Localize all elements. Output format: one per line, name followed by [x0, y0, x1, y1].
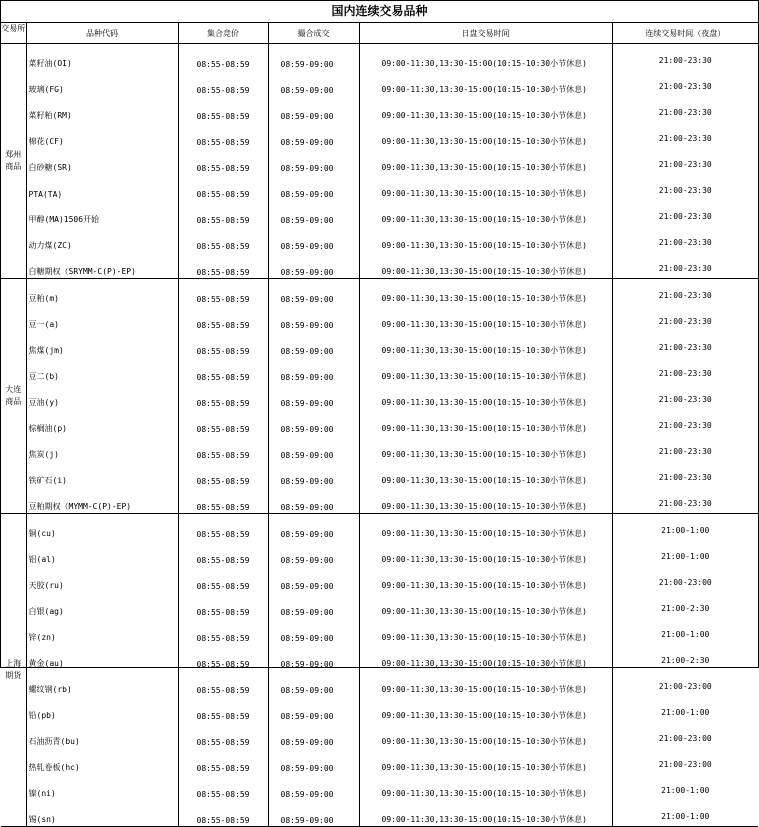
matching-cell: 08:59-09:00 — [268, 461, 359, 487]
night-session-cell: 21:00-1:00 — [661, 785, 710, 795]
day-session-cell: 09:00-11:30,13:30-15:00(10:15-10:30小节休息) — [359, 670, 612, 696]
exchange-cell: 上海期货 — [1, 514, 26, 827]
matching-cell: 08:59-09:00 — [268, 722, 359, 748]
product-cell: 豆一(a) — [26, 305, 178, 331]
call-auction-cell: 08:55-08:59 — [178, 461, 268, 487]
product-cell: 焦煤(jm) — [26, 331, 178, 357]
product-cell: 铁矿石(i) — [26, 461, 178, 487]
product-cell: 白银(ag) — [26, 592, 178, 618]
table-row — [1, 409, 758, 435]
product-cell: 黄金(au) — [26, 644, 178, 670]
night-session-cell: 21:00-23:30 — [658, 290, 712, 300]
call-auction-cell: 08:55-08:59 — [178, 252, 268, 279]
day-session-cell: 09:00-11:30,13:30-15:00(10:15-10:30小节休息) — [359, 540, 612, 566]
product-cell: 棕榈油(p) — [26, 409, 178, 435]
matching-cell: 08:59-09:00 — [268, 644, 359, 670]
table-row — [1, 566, 758, 592]
matching-cell: 08:59-09:00 — [268, 148, 359, 174]
night-session-cell: 21:00-23:30 — [658, 133, 712, 143]
call-auction-cell: 08:55-08:59 — [178, 96, 268, 122]
product-cell: 甲醇(MA)1506开始 — [26, 200, 178, 226]
table-row — [1, 618, 758, 644]
table-row — [1, 331, 758, 357]
day-session-cell: 09:00-11:30,13:30-15:00(10:15-10:30小节休息) — [359, 305, 612, 331]
product-cell: 螺纹钢(rb) — [26, 670, 178, 696]
night-session-cell: 21:00-23:30 — [658, 368, 712, 378]
call-auction-cell: 08:55-08:59 — [178, 200, 268, 226]
table-row — [1, 592, 758, 618]
night-session-cell: 21:00-1:00 — [661, 525, 710, 535]
call-auction-cell: 08:55-08:59 — [178, 540, 268, 566]
call-auction-cell: 08:55-08:59 — [178, 644, 268, 670]
matching-cell: 08:59-09:00 — [268, 435, 359, 461]
table-row — [1, 96, 758, 122]
product-cell: PTA(TA) — [26, 174, 178, 200]
matching-cell: 08:59-09:00 — [268, 174, 359, 200]
day-session-cell: 09:00-11:30,13:30-15:00(10:15-10:30小节休息) — [359, 696, 612, 722]
night-session-cell: 21:00-23:30 — [658, 81, 712, 91]
call-auction-cell: 08:55-08:59 — [178, 409, 268, 435]
night-session-cell: 21:00-23:30 — [658, 211, 712, 221]
header-matching: 撮合成交 — [268, 23, 359, 44]
matching-cell: 08:59-09:00 — [268, 540, 359, 566]
day-session-cell: 09:00-11:30,13:30-15:00(10:15-10:30小节休息) — [359, 461, 612, 487]
matching-cell: 08:59-09:00 — [268, 592, 359, 618]
product-cell: 白糖期权（SRYMM-C(P)-EP) — [26, 252, 178, 279]
night-session-cell: 21:00-23:30 — [612, 487, 758, 514]
night-session-cell: 21:00-23:00 — [658, 759, 712, 769]
call-auction-cell: 08:55-08:59 — [178, 748, 268, 774]
night-session-cell: 21:00-1:00 — [661, 707, 710, 717]
day-session-cell: 09:00-11:30,13:30-15:00(10:15-10:30小节休息) — [359, 748, 612, 774]
matching-cell: 08:59-09:00 — [268, 514, 359, 541]
product-cell: 锌(zn) — [26, 618, 178, 644]
call-auction-cell: 08:55-08:59 — [178, 774, 268, 800]
night-session-cell: 21:00-23:30 — [658, 185, 712, 195]
table-row — [1, 461, 758, 487]
matching-cell: 08:59-09:00 — [268, 96, 359, 122]
call-auction-cell: 08:55-08:59 — [178, 487, 268, 514]
product-cell: 焦炭(j) — [26, 435, 178, 461]
product-cell: 石油沥青(bu) — [26, 722, 178, 748]
table-row — [1, 722, 758, 748]
call-auction-cell: 08:55-08:59 — [178, 44, 268, 71]
night-session-cell: 21:00-23:30 — [658, 316, 712, 326]
day-session-cell: 09:00-11:30,13:30-15:00(10:15-10:30小节休息) — [359, 174, 612, 200]
matching-cell: 08:59-09:00 — [268, 305, 359, 331]
day-session-cell: 09:00-11:30,13:30-15:00(10:15-10:30小节休息) — [359, 644, 612, 670]
day-session-cell: 09:00-11:30,13:30-15:00(10:15-10:30小节休息) — [359, 487, 612, 514]
table-row — [1, 44, 758, 71]
table-row — [1, 487, 758, 514]
day-session-cell: 09:00-11:30,13:30-15:00(10:15-10:30小节休息) — [359, 331, 612, 357]
table-row — [1, 540, 758, 566]
table-row — [1, 514, 758, 541]
table-row — [1, 435, 758, 461]
matching-cell: 08:59-09:00 — [268, 357, 359, 383]
table-row — [1, 670, 758, 696]
night-session-cell: 21:00-23:30 — [658, 472, 712, 482]
sheet-title: 国内连续交易品种 — [1, 1, 758, 23]
matching-cell: 08:59-09:00 — [268, 122, 359, 148]
call-auction-cell: 08:55-08:59 — [178, 122, 268, 148]
call-auction-cell: 08:55-08:59 — [178, 566, 268, 592]
call-auction-cell: 08:55-08:59 — [178, 279, 268, 306]
night-session-cell: 21:00-23:30 — [658, 55, 712, 65]
product-cell: 铅(pb) — [26, 696, 178, 722]
day-session-cell: 09:00-11:30,13:30-15:00(10:15-10:30小节休息) — [359, 44, 612, 71]
table-row — [1, 800, 758, 827]
table-row — [1, 226, 758, 252]
table-row — [1, 252, 758, 279]
call-auction-cell: 08:55-08:59 — [178, 174, 268, 200]
table-row — [1, 357, 758, 383]
night-session-cell: 21:00-23:30 — [612, 252, 758, 279]
call-auction-cell: 08:55-08:59 — [178, 331, 268, 357]
table-row — [1, 644, 758, 670]
day-session-cell: 09:00-11:30,13:30-15:00(10:15-10:30小节休息) — [359, 226, 612, 252]
day-session-cell: 09:00-11:30,13:30-15:00(10:15-10:30小节休息) — [359, 722, 612, 748]
product-cell: 动力煤(ZC) — [26, 226, 178, 252]
product-cell: 铝(al) — [26, 540, 178, 566]
header-day-session: 日盘交易时间 — [359, 23, 612, 44]
day-session-cell: 09:00-11:30,13:30-15:00(10:15-10:30小节休息) — [359, 96, 612, 122]
call-auction-cell: 08:55-08:59 — [178, 800, 268, 827]
table-row — [1, 70, 758, 96]
night-session-cell: 21:00-23:00 — [658, 681, 712, 691]
night-session-cell: 21:00-23:30 — [658, 237, 712, 247]
product-cell: 豆粕(m) — [26, 279, 178, 306]
matching-cell: 08:59-09:00 — [268, 774, 359, 800]
table-row — [1, 122, 758, 148]
night-session-cell: 21:00-1:00 — [661, 629, 710, 639]
night-session-cell: 21:00-23:30 — [658, 394, 712, 404]
day-session-cell: 09:00-11:30,13:30-15:00(10:15-10:30小节休息) — [359, 618, 612, 644]
matching-cell: 08:59-09:00 — [268, 383, 359, 409]
call-auction-cell: 08:55-08:59 — [178, 148, 268, 174]
table-row — [1, 279, 758, 306]
call-auction-cell: 08:55-08:59 — [178, 70, 268, 96]
call-auction-cell: 08:55-08:59 — [178, 305, 268, 331]
matching-cell: 08:59-09:00 — [268, 618, 359, 644]
call-auction-cell: 08:55-08:59 — [178, 670, 268, 696]
night-session-cell: 21:00-23:30 — [658, 342, 712, 352]
table-row — [1, 748, 758, 774]
header-row — [1, 23, 758, 44]
matching-cell: 08:59-09:00 — [268, 331, 359, 357]
matching-cell: 08:59-09:00 — [268, 200, 359, 226]
matching-cell: 08:59-09:00 — [268, 409, 359, 435]
night-session-cell: 21:00-23:30 — [658, 446, 712, 456]
matching-cell: 08:59-09:00 — [268, 696, 359, 722]
night-session-cell: 21:00-1:00 — [612, 800, 758, 827]
product-cell: 天胶(ru) — [26, 566, 178, 592]
day-session-cell: 09:00-11:30,13:30-15:00(10:15-10:30小节休息) — [359, 435, 612, 461]
table-row — [1, 774, 758, 800]
day-session-cell: 09:00-11:30,13:30-15:00(10:15-10:30小节休息) — [359, 383, 612, 409]
product-cell: 豆二(b) — [26, 357, 178, 383]
table-row — [1, 174, 758, 200]
trading-hours-table — [1, 23, 758, 827]
product-cell: 菜籽粕(RM) — [26, 96, 178, 122]
night-session-cell: 21:00-2:30 — [661, 655, 710, 665]
product-cell: 铜(cu) — [26, 514, 178, 541]
matching-cell: 08:59-09:00 — [268, 226, 359, 252]
day-session-cell: 09:00-11:30,13:30-15:00(10:15-10:30小节休息) — [359, 566, 612, 592]
day-session-cell: 09:00-11:30,13:30-15:00(10:15-10:30小节休息) — [359, 514, 612, 541]
exchange-cell: 郑州商品 — [1, 44, 26, 279]
night-session-cell: 21:00-2:30 — [661, 603, 710, 613]
product-cell: 热轧卷板(hc) — [26, 748, 178, 774]
call-auction-cell: 08:55-08:59 — [178, 435, 268, 461]
header-night-session: 连续交易时间（夜盘） — [612, 23, 758, 44]
product-cell: 白砂糖(SR) — [26, 148, 178, 174]
call-auction-cell: 08:55-08:59 — [178, 722, 268, 748]
product-cell: 锡(sn) — [26, 800, 178, 827]
matching-cell: 08:59-09:00 — [268, 487, 359, 514]
night-session-cell: 21:00-23:30 — [658, 107, 712, 117]
day-session-cell: 09:00-11:30,13:30-15:00(10:15-10:30小节休息) — [359, 122, 612, 148]
product-cell: 棉花(CF) — [26, 122, 178, 148]
call-auction-cell: 08:55-08:59 — [178, 696, 268, 722]
header-product: 品种代码 — [26, 23, 178, 44]
day-session-cell: 09:00-11:30,13:30-15:00(10:15-10:30小节休息) — [359, 279, 612, 306]
night-session-cell: 21:00-23:00 — [658, 733, 712, 743]
product-cell: 豆油(y) — [26, 383, 178, 409]
matching-cell: 08:59-09:00 — [268, 670, 359, 696]
day-session-cell: 09:00-11:30,13:30-15:00(10:15-10:30小节休息) — [359, 357, 612, 383]
matching-cell: 08:59-09:00 — [268, 748, 359, 774]
table-row — [1, 696, 758, 722]
call-auction-cell: 08:55-08:59 — [178, 357, 268, 383]
day-session-cell: 09:00-11:30,13:30-15:00(10:15-10:30小节休息) — [359, 70, 612, 96]
header-call-auction: 集合竞价 — [178, 23, 268, 44]
night-session-cell: 21:00-23:30 — [658, 159, 712, 169]
table-row — [1, 148, 758, 174]
call-auction-cell: 08:55-08:59 — [178, 226, 268, 252]
call-auction-cell: 08:55-08:59 — [178, 514, 268, 541]
table-row — [1, 200, 758, 226]
table-body — [1, 44, 758, 827]
matching-cell: 08:59-09:00 — [268, 44, 359, 71]
day-session-cell: 09:00-11:30,13:30-15:00(10:15-10:30小节休息) — [359, 774, 612, 800]
day-session-cell: 09:00-11:30,13:30-15:00(10:15-10:30小节休息) — [359, 409, 612, 435]
night-session-cell: 21:00-1:00 — [661, 551, 710, 561]
table-row — [1, 305, 758, 331]
table-row — [1, 383, 758, 409]
day-session-cell: 09:00-11:30,13:30-15:00(10:15-10:30小节休息) — [359, 148, 612, 174]
day-session-cell: 09:00-11:30,13:30-15:00(10:15-10:30小节休息) — [359, 200, 612, 226]
header-exchange: 交易所 — [1, 23, 26, 44]
day-session-cell: 09:00-11:30,13:30-15:00(10:15-10:30小节休息) — [359, 252, 612, 279]
matching-cell: 08:59-09:00 — [268, 70, 359, 96]
night-session-cell: 21:00-23:30 — [658, 420, 712, 430]
matching-cell: 08:59-09:00 — [268, 252, 359, 279]
night-session-cell: 21:00-23:00 — [658, 577, 712, 587]
product-cell: 玻璃(FG) — [26, 70, 178, 96]
matching-cell: 08:59-09:00 — [268, 566, 359, 592]
product-cell: 镍(ni) — [26, 774, 178, 800]
call-auction-cell: 08:55-08:59 — [178, 383, 268, 409]
day-session-cell: 09:00-11:30,13:30-15:00(10:15-10:30小节休息) — [359, 592, 612, 618]
exchange-cell: 大连商品 — [1, 279, 26, 514]
day-session-cell: 09:00-11:30,13:30-15:00(10:15-10:30小节休息) — [359, 800, 612, 827]
matching-cell: 08:59-09:00 — [268, 800, 359, 827]
matching-cell: 08:59-09:00 — [268, 279, 359, 306]
call-auction-cell: 08:55-08:59 — [178, 618, 268, 644]
product-cell: 豆粕期权（MYMM-C(P)-EP) — [26, 487, 178, 514]
product-cell: 菜籽油(OI) — [26, 44, 178, 71]
call-auction-cell: 08:55-08:59 — [178, 592, 268, 618]
